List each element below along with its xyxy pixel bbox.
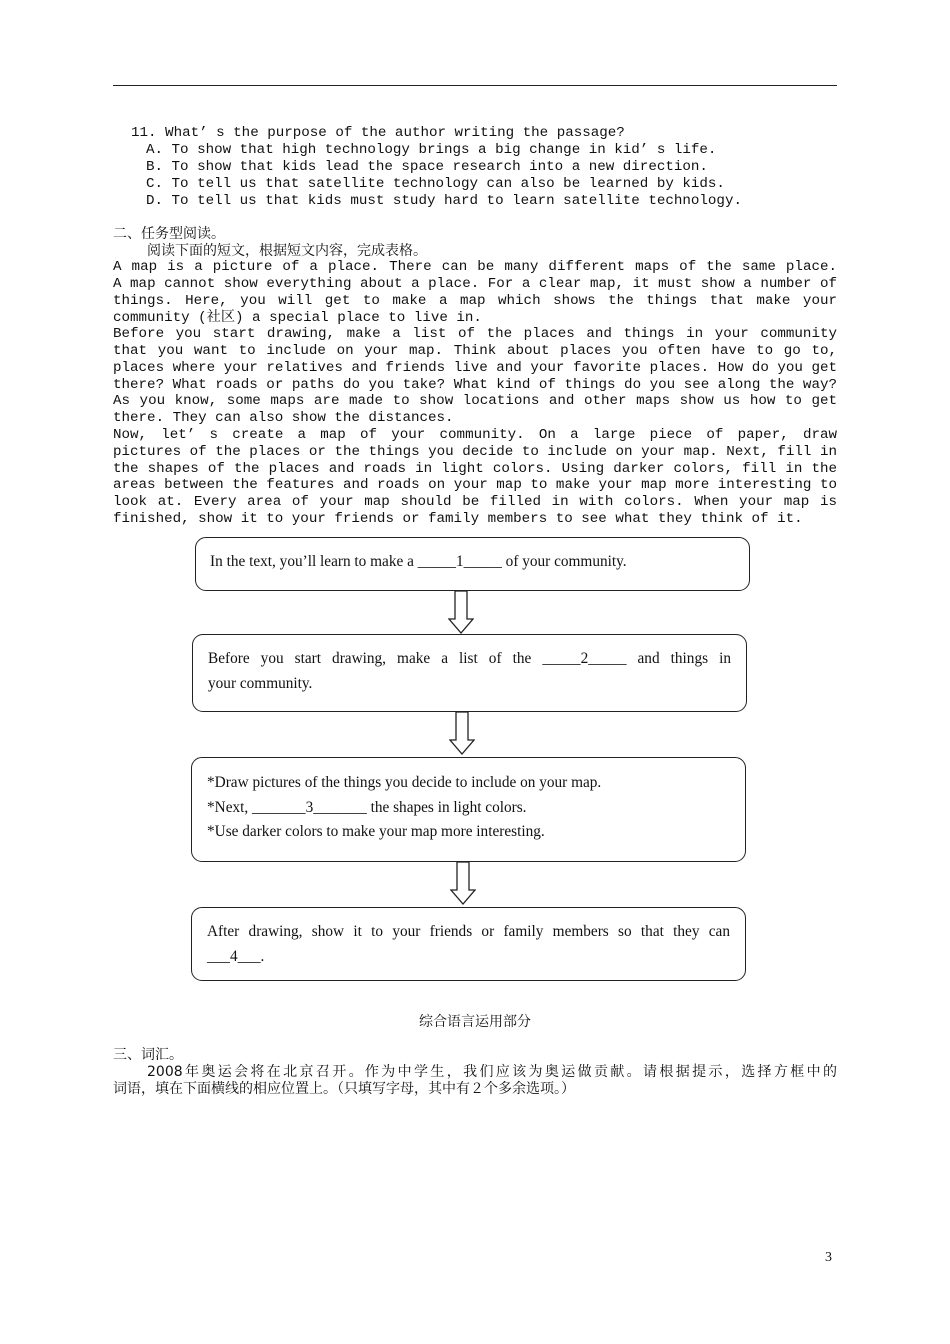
page-number: 3: [825, 1250, 832, 1265]
down-arrow-icon: [450, 861, 476, 905]
passage-line: areas between the features and roads on your map to make your map more interesting to: [113, 477, 837, 493]
section-3-line-1: 2008年奥运会将在北京召开。作为中学生，我们应该为奥运做贡献。请根据提示，选择方框中的: [147, 1064, 837, 1080]
section-2-instruction: 阅读下面的短文，根据短文内容，完成表格。: [147, 243, 427, 259]
passage-line: the shapes of the places and roads in light colors. Using darker colors, fill in the: [113, 461, 837, 477]
section-title: 综合语言运用部分: [419, 1014, 531, 1030]
flow-box-3-line: *Draw pictures of the things you decide to include on your map.: [207, 774, 602, 791]
question-11-option-b: B. To show that kids lead the space research into a new direction.: [146, 159, 708, 175]
passage-line: Now, let’ s create a map of your community. On a large piece of paper, draw: [113, 427, 837, 443]
header-rule: [113, 85, 837, 86]
down-arrow-icon: [448, 590, 474, 634]
passage-line: pictures of the places or the things you decide to include on your map. Next, fill in: [113, 444, 837, 460]
passage-line: A map cannot show everything about a place. For a clear map, it must show a number of: [113, 276, 837, 292]
section-3-line-2: 词语，填在下面横线的相应位置上。（只填写字母，其中有２个多余选项。）: [113, 1081, 575, 1097]
passage-line: things. Here, you will get to make a map which shows the things that make your: [113, 293, 837, 309]
down-arrow-icon: [449, 711, 475, 755]
passage-line: there. They can also show the distances.: [113, 410, 454, 426]
question-11-stem: 11. What’ s the purpose of the author writing the passage?: [131, 125, 625, 141]
flow-box-1: [195, 537, 750, 591]
passage-line: Before you start drawing, make a list of the places and things in your community: [113, 326, 837, 342]
flow-box-3-line: *Use darker colors to make your map more interesting.: [207, 823, 545, 840]
flow-box-4-line-1: After drawing, show it to your friends or family members so that they can: [207, 923, 730, 940]
passage-line: As you know, some maps are made to show locations and other maps show us how to get: [113, 393, 837, 409]
passage-line: finished, show it to your friends or family members to see what they think of it.: [113, 511, 803, 527]
flow-box-4: [191, 907, 746, 981]
passage-line: there? What roads or paths do you take? What kind of things do you see along the way?: [113, 377, 837, 393]
question-11-option-c: C. To tell us that satellite technology can also be learned by kids.: [146, 176, 725, 192]
passage-line: community (社区) a special place to live in.: [113, 310, 482, 326]
section-2-heading: 二、任务型阅读。: [113, 226, 225, 242]
flow-box-2: [192, 634, 747, 712]
passage-line: A map is a picture of a place. There can be many different maps of the same place.: [113, 259, 837, 275]
question-11-option-a: A. To show that high technology brings a big change in kid’ s life.: [146, 142, 717, 158]
flow-box-3: [191, 757, 746, 862]
passage-line: look at. Every area of your map should be filled in with colors. When your map is: [113, 494, 837, 510]
section-3-heading: 三、词汇。: [113, 1047, 183, 1063]
passage-line: places where your relatives and friends live and your favorite places. How do you get: [113, 360, 837, 376]
flow-box-3-line: *Next, _______3_______ the shapes in light colors.: [207, 798, 527, 816]
flow-box-4-line-2: ___4___.: [207, 947, 265, 965]
flow-box-2-line-2: your community.: [208, 674, 313, 692]
flow-box-2-line-1: Before you start drawing, make a list of the _____2_____ and things in: [208, 650, 731, 667]
flow-box-1-text: In the text, you’ll learn to make a _____1_____ of your community.: [210, 553, 627, 570]
question-11-option-d: D. To tell us that kids must study hard to learn satellite technology.: [146, 193, 742, 209]
passage-line: that you want to include on your map. Think about places you often have to go to,: [113, 343, 837, 359]
